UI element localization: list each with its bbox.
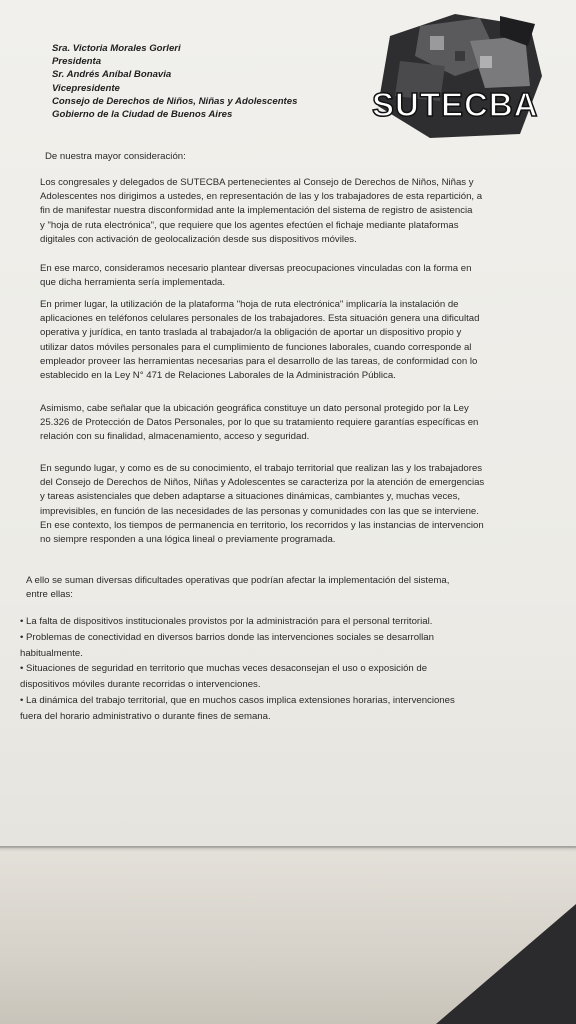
text-line: fin de manifestar nuestra disconformidad ante la implementación del sistema de registro de asistencia <box>40 205 473 217</box>
recipient-line: Vicepresidente <box>52 82 120 94</box>
text-line: y "hoja de ruta electrónica", que requiere que los agentes efectúen el fichaje mediante plataformas <box>40 219 459 231</box>
salutation: De nuestra mayor consideración: <box>45 151 186 162</box>
paragraph-difficulties <box>26 574 538 602</box>
text-line: 25.326 de Protección de Datos Personales, por lo que su tratamiento requiere garantías específicas en <box>40 417 479 429</box>
text-line: Asimismo, cabe señalar que la ubicación geográfica constituye un dato personal protegido por la Ley <box>40 403 469 414</box>
list-item: • La dinámica del trabajo territorial, que en muchos casos implica extensiones horarias, intervenciones <box>20 694 455 706</box>
text-line: no siempre responden a una lógica lineal o previamente programada. <box>40 534 336 546</box>
bullet-list <box>20 614 532 725</box>
text-line: En segundo lugar, y como es de su conocimiento, el trabajo territorial que realizan las y los trabajadores <box>40 463 483 474</box>
list-item: fuera del horario administrativo o durante fines de semana. <box>20 710 271 722</box>
logo-wordmark: SUTECBA <box>372 86 539 123</box>
text-line: y tareas asistenciales que deben adaptarse a situaciones dinámicas, cambiantes y, muchas veces, <box>40 491 461 503</box>
list-item: • Situaciones de seguridad en territorio que muchas veces desaconsejan el uso o exposición de <box>20 663 428 675</box>
recipient-block <box>52 42 297 121</box>
text-line: En ese contexto, los tiempos de permanencia en territorio, los recorridos y las instancias de intervencion <box>40 519 484 531</box>
text-line: utilizar datos móviles personales para el cumplimiento de funciones laborales, cuando corresponde al <box>40 341 472 353</box>
list-item: • Problemas de conectividad en diversos barrios donde las intervenciones sociales se desarrollan <box>20 631 434 643</box>
recipient-line: Sra. Victoria Morales Gorleri <box>52 43 181 54</box>
list-item: dispositivos móviles durante recorridas o intervenciones. <box>20 679 261 691</box>
text-line: empleador proveer las herramientas necesarias para el desarrollo de las tareas, de conformidad con lo <box>40 355 478 367</box>
text-line: aplicaciones en teléfonos celulares personales de los trabajadores. Esta situación genera una dificultad <box>40 313 480 325</box>
text-line: establecido en la Ley N° 471 de Relaciones Laborales de la Administración Pública. <box>40 370 396 382</box>
text-line: A ello se suman diversas dificultades operativas que podrían afectar la implementación del sistema, <box>26 575 450 586</box>
text-line: entre ellas: <box>26 589 73 601</box>
recipient-line: Presidenta <box>52 56 102 68</box>
paragraph-context <box>40 262 552 290</box>
text-line: del Consejo de Derechos de Niños, Niñas y Adolescentes se caracteriza por la atención de emergencias <box>40 477 485 489</box>
text-line: operativa y jurídica, en tanto traslada al trabajador/a la obligación de aportar un dispositivo propio y <box>40 327 462 339</box>
list-item: habitualmente. <box>20 647 83 659</box>
list-item: • La falta de dispositivos institucionales provistos por la administración para el personal territorial. <box>20 616 433 627</box>
text-line: relación con su finalidad, almacenamiento, acceso y seguridad. <box>40 431 310 443</box>
dark-surface-corner <box>436 904 576 1024</box>
text-line: que dicha herramienta sería implementada. <box>40 277 226 289</box>
paragraph-data-protection <box>40 402 552 445</box>
text-line: Adolescentes nos dirigimos a ustedes, en representación de las y los trabajadores de esta repartición, a <box>40 191 483 203</box>
sutecba-logo <box>360 6 550 148</box>
recipient-line: Sr. Andrés Aníbal Bonavia <box>52 69 172 81</box>
text-line: digitales con activación de geolocalización desde sus dispositivos móviles. <box>40 233 357 245</box>
paragraph-first-point <box>40 298 552 383</box>
text-line: En ese marco, consideramos necesario plantear diversas preocupaciones vinculadas con la forma en <box>40 263 472 274</box>
recipient-line: Consejo de Derechos de Niños, Niñas y Adolescentes <box>52 95 298 107</box>
text-line: imprevisibles, en función de las necesidades de las personas y comunidades con las que se interviene. <box>40 505 479 517</box>
recipient-line: Gobierno de la Ciudad de Buenos Aires <box>52 109 233 121</box>
paragraph-second-point <box>40 462 552 547</box>
text-line: Los congresales y delegados de SUTECBA pertenecientes al Consejo de Derechos de Niños, Niñas y <box>40 177 474 188</box>
text-line: En primer lugar, la utilización de la plataforma "hoja de ruta electrónica" implicaría la instalación de <box>40 299 459 310</box>
paragraph-intro <box>40 176 552 247</box>
